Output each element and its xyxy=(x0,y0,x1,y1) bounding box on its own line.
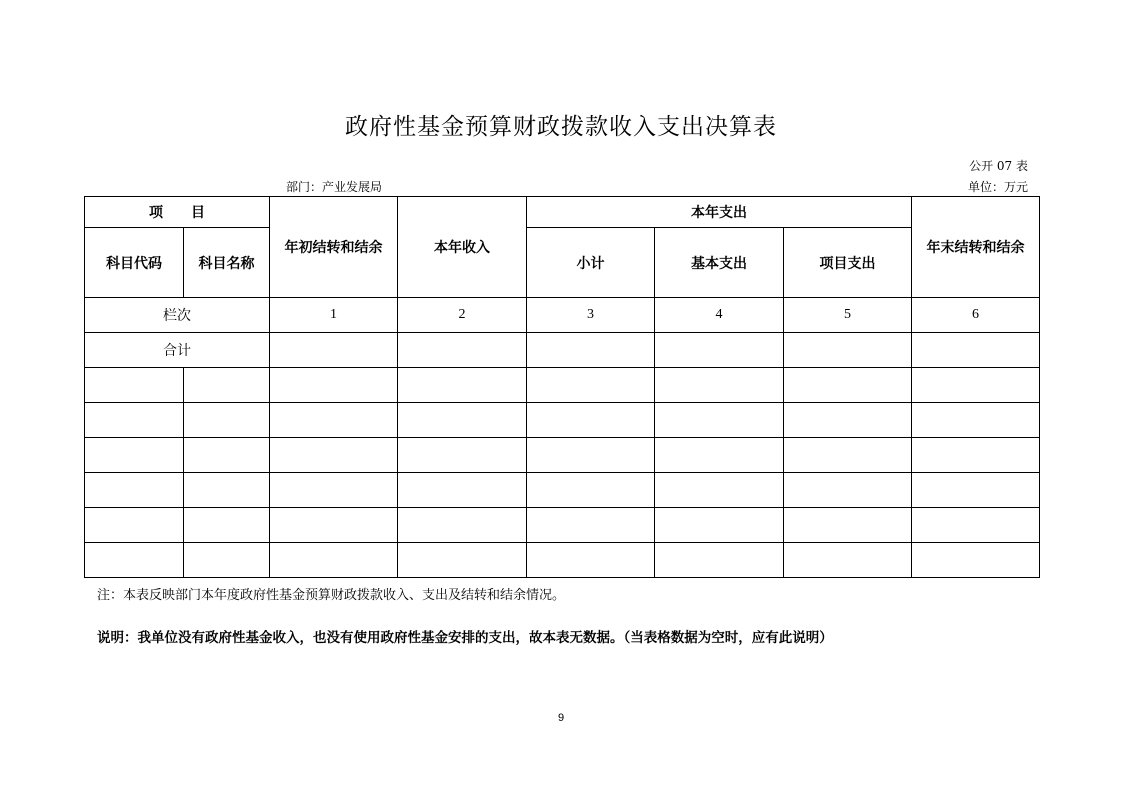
table-cell xyxy=(784,403,912,438)
table-cell xyxy=(398,543,527,578)
table-cell xyxy=(270,473,398,508)
table-cell xyxy=(270,508,398,543)
table-cell xyxy=(655,508,784,543)
table-cell xyxy=(655,438,784,473)
table-row xyxy=(85,368,1040,403)
header-project-expense: 项目支出 xyxy=(784,228,912,298)
table-cell xyxy=(398,438,527,473)
table-cell xyxy=(784,368,912,403)
table-cell xyxy=(398,368,527,403)
table-cell xyxy=(784,473,912,508)
empty-rows xyxy=(85,368,1040,578)
header-row-2 xyxy=(85,228,1040,298)
table-cell xyxy=(270,333,398,368)
table-cell xyxy=(784,438,912,473)
page-number: 9 xyxy=(557,712,565,724)
column-index-5: 5 xyxy=(784,298,912,333)
table-cell xyxy=(184,368,270,403)
header-basic-expense: 基本支出 xyxy=(655,228,784,298)
form-number: 公开 07 表 xyxy=(969,159,1028,173)
table-cell xyxy=(527,333,655,368)
column-index-row xyxy=(85,298,1040,333)
table-row xyxy=(85,543,1040,578)
table-cell xyxy=(655,403,784,438)
table-cell xyxy=(527,543,655,578)
table-cell xyxy=(85,368,184,403)
table-cell xyxy=(527,368,655,403)
table-cell xyxy=(912,403,1040,438)
table-cell xyxy=(912,333,1040,368)
table-cell xyxy=(912,543,1040,578)
table-cell xyxy=(85,508,184,543)
table-row xyxy=(85,438,1040,473)
total-row-label: 合计 xyxy=(85,333,270,368)
table-cell xyxy=(398,473,527,508)
column-index-3: 3 xyxy=(527,298,655,333)
table-cell xyxy=(784,333,912,368)
table-note: 注：本表反映部门本年度政府性基金预算财政拨款收入、支出及结转和结余情况。 xyxy=(97,588,566,603)
table-cell xyxy=(270,403,398,438)
table-row xyxy=(85,473,1040,508)
table-cell xyxy=(912,438,1040,473)
total-row xyxy=(85,333,1040,368)
table-cell xyxy=(85,543,184,578)
header-subject-name: 科目名称 xyxy=(184,228,270,298)
table-cell xyxy=(912,473,1040,508)
table-cell xyxy=(184,543,270,578)
table-cell xyxy=(398,403,527,438)
table-cell xyxy=(655,473,784,508)
table-cell xyxy=(184,403,270,438)
unit-label: 单位：万元 xyxy=(967,180,1028,194)
department-label: 部门：产业发展局 xyxy=(286,180,383,194)
table-cell xyxy=(184,508,270,543)
table-cell xyxy=(270,368,398,403)
table-cell xyxy=(85,403,184,438)
header-item: 项 目 xyxy=(85,197,270,228)
column-index-4: 4 xyxy=(655,298,784,333)
header-current-income: 本年收入 xyxy=(398,197,527,298)
table-cell xyxy=(655,333,784,368)
table-row xyxy=(85,508,1040,543)
table-cell xyxy=(655,543,784,578)
table-cell xyxy=(527,438,655,473)
table-cell xyxy=(912,508,1040,543)
table-cell xyxy=(398,508,527,543)
table-cell xyxy=(655,368,784,403)
table-cell xyxy=(527,403,655,438)
table-cell xyxy=(784,543,912,578)
header-opening-balance: 年初结转和结余 xyxy=(270,197,398,298)
table-cell xyxy=(184,473,270,508)
header-row-1 xyxy=(85,197,1040,228)
table-cell xyxy=(912,368,1040,403)
column-index-1: 1 xyxy=(270,298,398,333)
table-cell xyxy=(398,333,527,368)
explanation: 说明：我单位没有政府性基金收入，也没有使用政府性基金安排的支出，故本表无数据。（当表格数据为空时，应有此说明） xyxy=(97,630,833,646)
table-cell xyxy=(527,508,655,543)
table-row xyxy=(85,403,1040,438)
column-index-6: 6 xyxy=(912,298,1040,333)
table-cell xyxy=(270,438,398,473)
page-title: 政府性基金预算财政拨款收入支出决算表 xyxy=(345,114,777,140)
header-current-expense: 本年支出 xyxy=(527,197,912,228)
table-cell xyxy=(784,508,912,543)
column-index-label: 栏次 xyxy=(85,298,270,333)
column-index-2: 2 xyxy=(398,298,527,333)
table-cell xyxy=(184,438,270,473)
table-cell xyxy=(85,438,184,473)
header-subtotal: 小计 xyxy=(527,228,655,298)
budget-table xyxy=(84,196,1040,578)
table-cell xyxy=(527,473,655,508)
header-closing-balance: 年末结转和结余 xyxy=(912,197,1040,298)
table-cell xyxy=(85,473,184,508)
header-subject-code: 科目代码 xyxy=(85,228,184,298)
table-cell xyxy=(270,543,398,578)
